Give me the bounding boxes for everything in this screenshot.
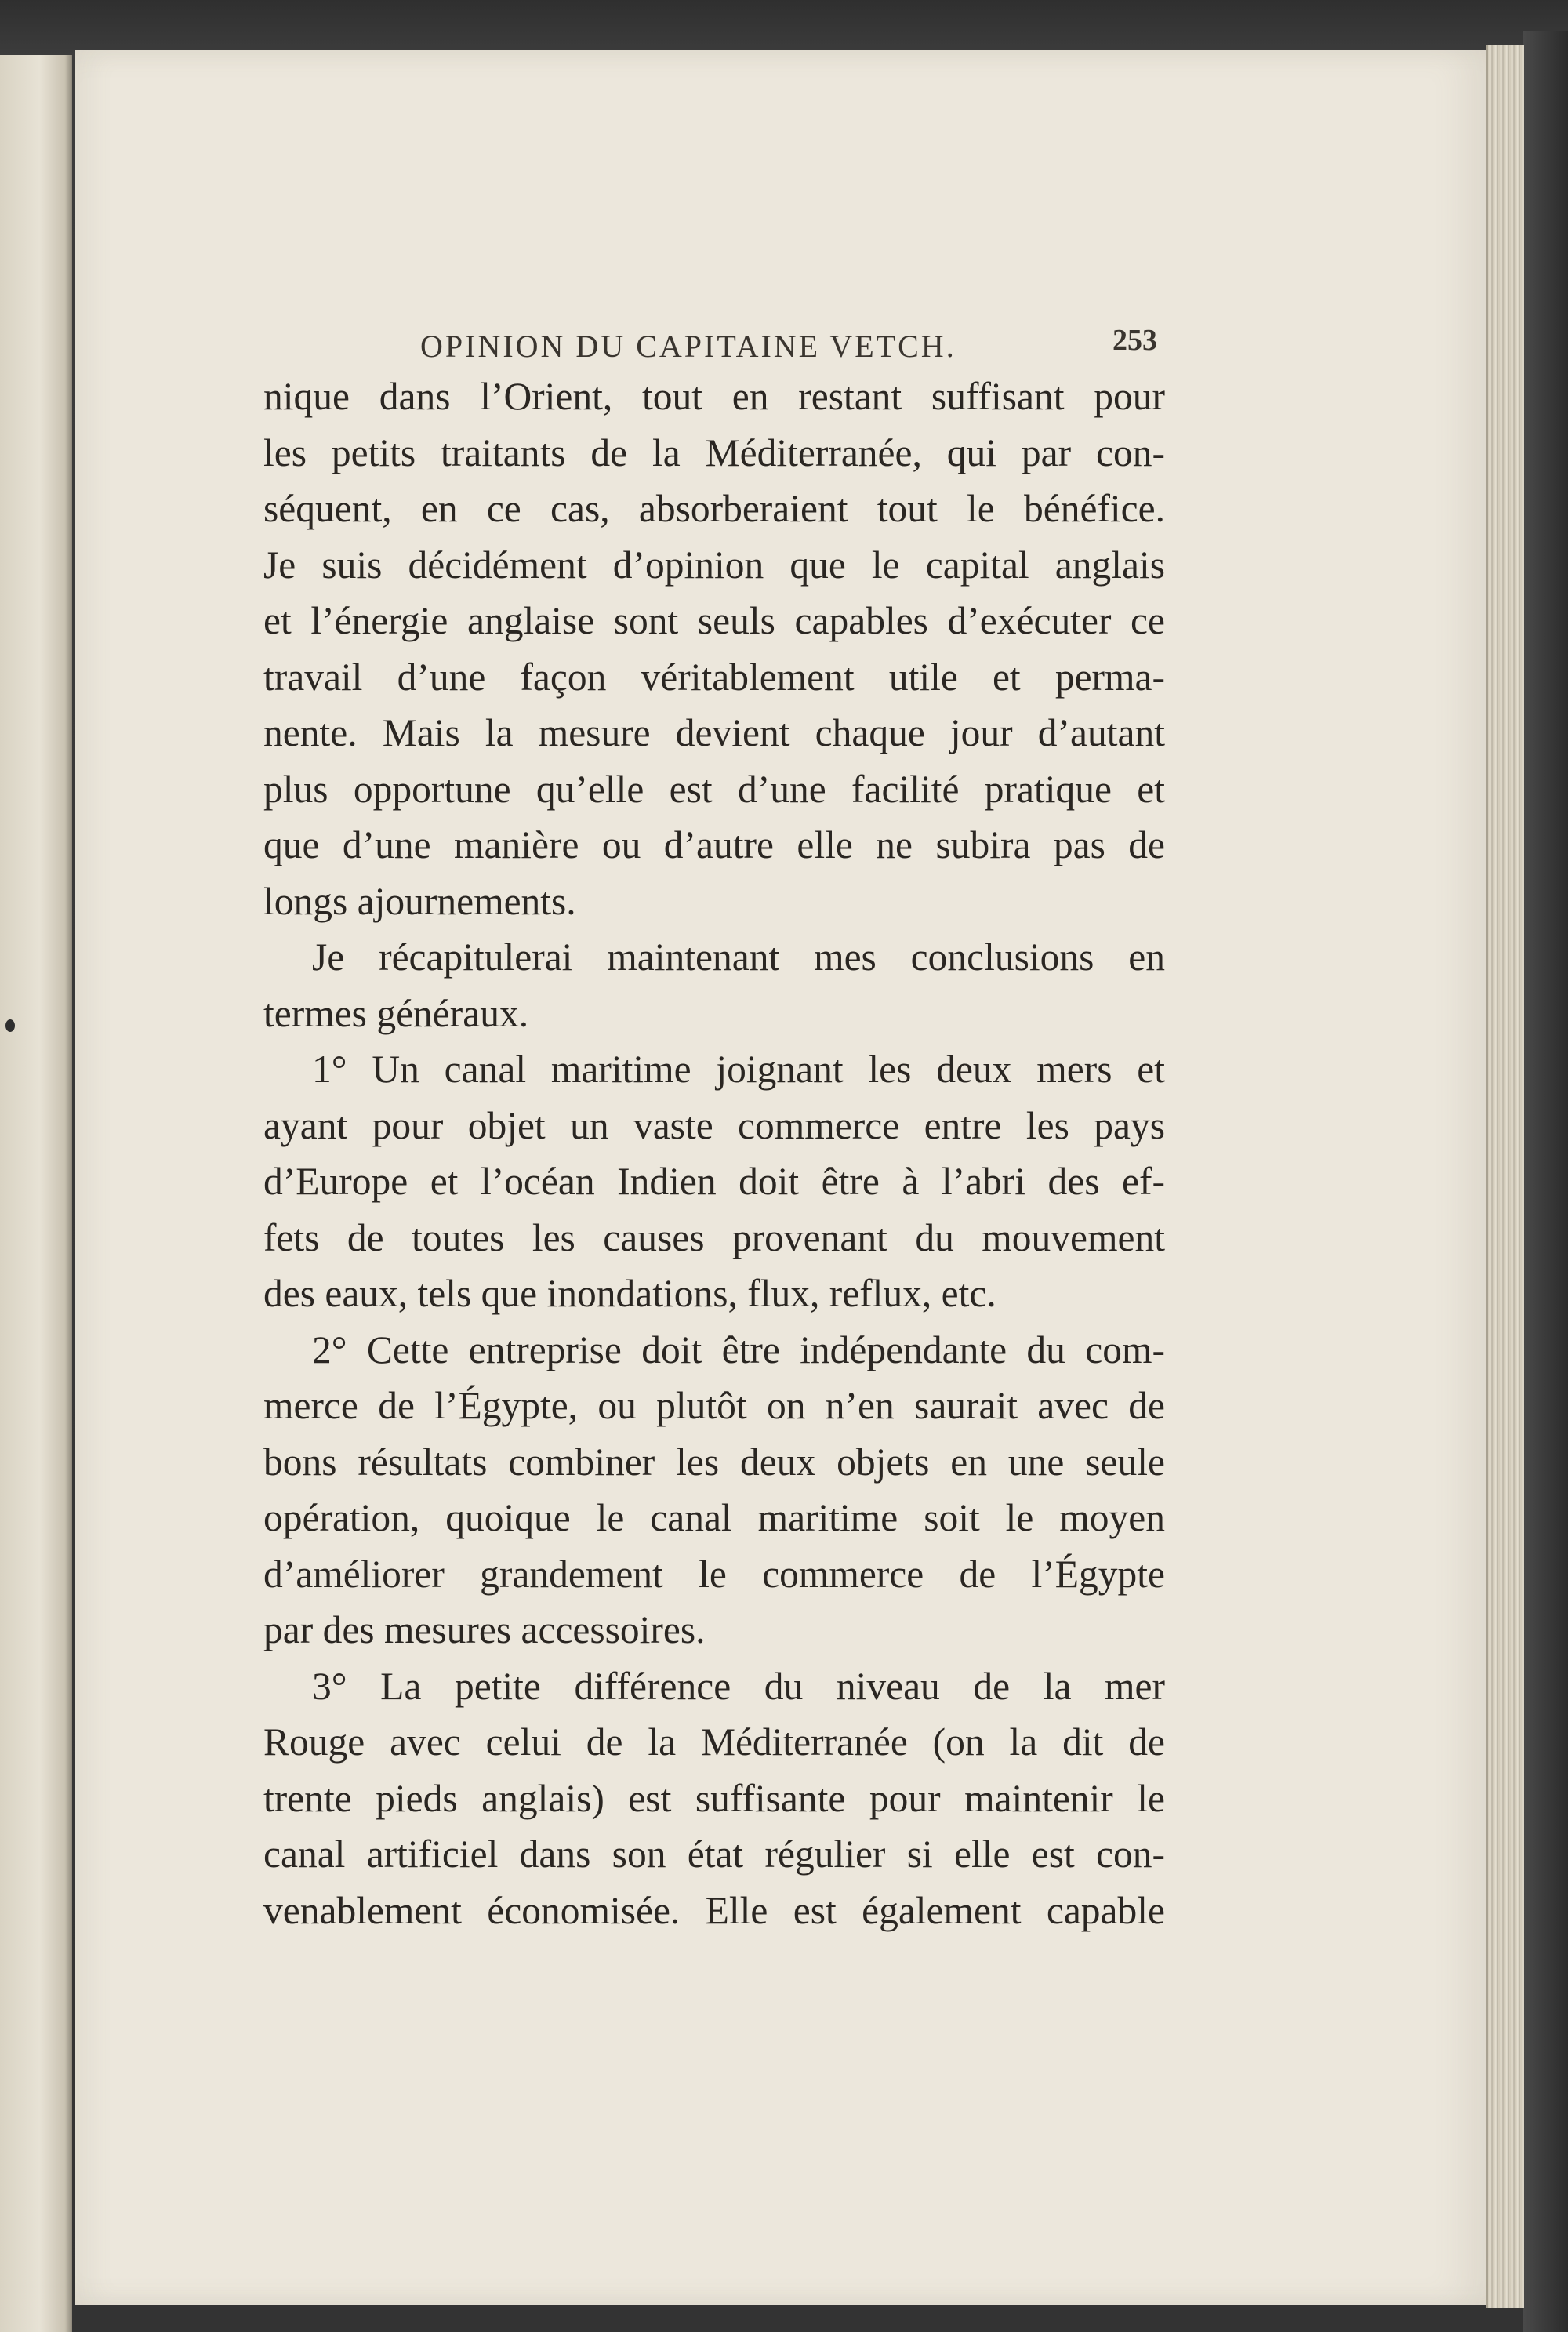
text-line: les petits traitants de la Méditerranée, qui par con- xyxy=(263,430,1165,474)
text-line: 2° Cette entreprise doit être indépendante du com- xyxy=(312,1328,1165,1371)
text-line: plus opportune qu’elle est d’une facilité pratique et xyxy=(263,767,1165,811)
paragraph xyxy=(263,369,1165,929)
text-line: Je récapitulerai maintenant mes conclusions en xyxy=(312,935,1165,979)
text-line: d’Europe et l’océan Indien doit être à l’abri des ef- xyxy=(263,1160,1165,1203)
text-line: séquent, en ce cas, absorberaient tout le bénéfice. xyxy=(263,487,1165,530)
text-line: bons résultats combiner les deux objets en une seule xyxy=(263,1440,1165,1484)
page-stack-edges xyxy=(1486,45,1524,2308)
text-line: termes généraux. xyxy=(263,991,529,1035)
text-line: fets de toutes les causes provenant du mouvement xyxy=(263,1215,1165,1259)
text-line: merce de l’Égypte, ou plutôt on n’en saurait avec de xyxy=(263,1384,1165,1427)
text-line: d’améliorer grandement le commerce de l’Égypte xyxy=(263,1552,1165,1596)
text-line: ayant pour objet un vaste commerce entre les pays xyxy=(263,1103,1165,1147)
text-line: canal artificiel dans son état régulier si elle est con- xyxy=(263,1833,1165,1876)
text-line: venablement économisée. Elle est également capable xyxy=(263,1888,1165,1932)
page-number: 253 xyxy=(1112,324,1157,357)
text-line: et l’énergie anglaise sont seuls capables d’exécuter ce xyxy=(263,599,1165,642)
text-line: des eaux, tels que inondations, flux, reflux, etc. xyxy=(263,1272,996,1315)
text-line: nente. Mais la mesure devient chaque jour d’autant xyxy=(263,711,1165,754)
text-line: 1° Un canal maritime joignant les deux mers et xyxy=(312,1048,1165,1091)
text-line: par des mesures accessoires. xyxy=(263,1608,706,1651)
text-line: nique dans l’Orient, tout en restant suffisant pour xyxy=(263,375,1165,418)
text-line: longs ajournements. xyxy=(263,879,576,923)
background-shadow xyxy=(1523,31,1568,2332)
text-line: que d’une manière ou d’autre elle ne subira pas de xyxy=(263,823,1165,866)
margin-dot xyxy=(5,1019,15,1032)
text-line: trente pieds anglais) est suffisante pour maintenir le xyxy=(263,1776,1165,1820)
text-line: travail d’une façon véritablement utile et perma- xyxy=(263,655,1165,699)
page-text-block xyxy=(263,314,1165,1938)
paragraph xyxy=(263,929,1165,1041)
running-head-title: OPINION DU CAPITAINE VETCH. xyxy=(420,329,956,364)
text-line: Rouge avec celui de la Méditerranée (on la dit de xyxy=(263,1720,1165,1764)
left-facing-page-edge xyxy=(0,55,72,2332)
paragraph xyxy=(263,1041,1165,1322)
text-line: opération, quoique le canal maritime soit le moyen xyxy=(263,1496,1165,1539)
text-line: 3° La petite différence du niveau de la mer xyxy=(312,1664,1165,1708)
running-head xyxy=(263,314,1165,369)
paragraph xyxy=(263,1658,1165,1939)
text-line: Je suis décidément d’opinion que le capital anglais xyxy=(263,543,1165,587)
paragraph xyxy=(263,1322,1165,1658)
